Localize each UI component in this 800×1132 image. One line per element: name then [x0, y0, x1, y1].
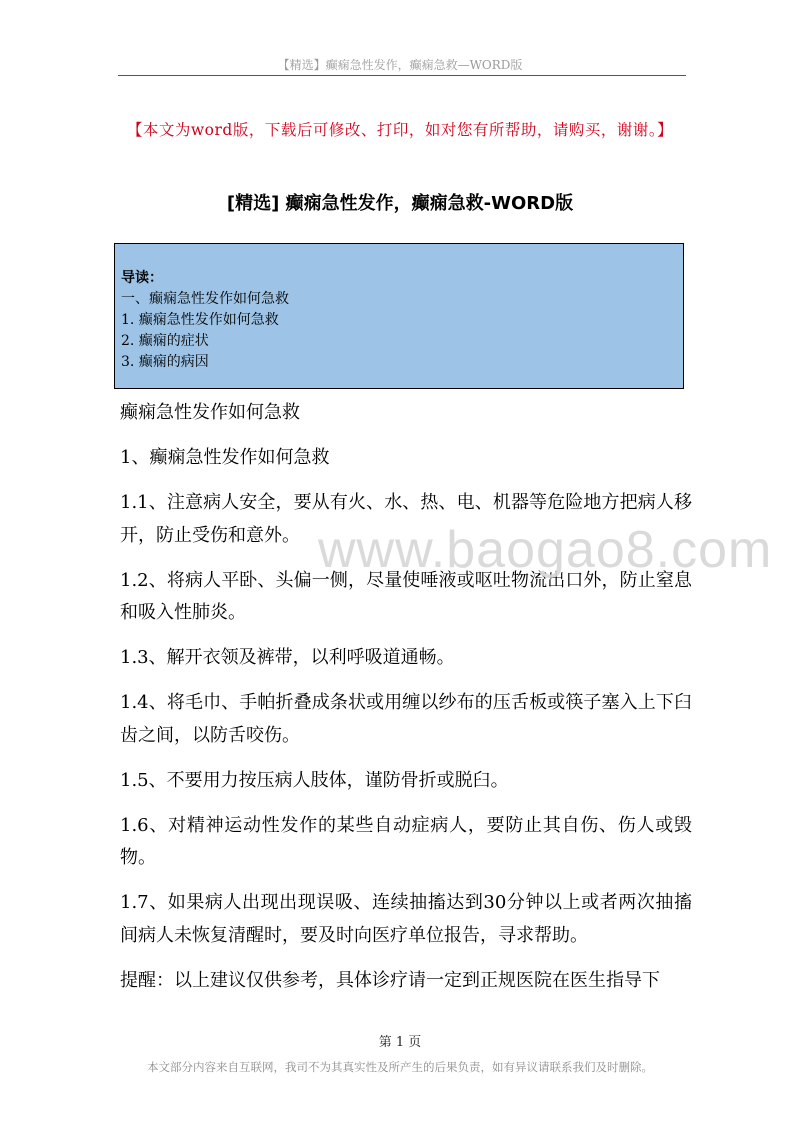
page-header: 【精选】癫痫急性发作，癫痫急救—WORD版 — [277, 58, 523, 72]
paragraph: 1.7、如果病人出现出现误吸、连续抽搐达到30分钟以上或者两次抽搐间病人未恢复清醒时，要及时向医疗单位报告，寻求帮助。 — [120, 892, 692, 946]
guide-item: 一、癫痫急性发作如何急救 — [121, 291, 289, 307]
body-content — [120, 397, 692, 1010]
page-number: 第 1 页 — [378, 1035, 422, 1050]
section-heading: 癫痫急性发作如何急救 — [120, 402, 300, 423]
paragraph: 1.2、将病人平卧、头偏一侧，尽量使唾液或呕吐物流出口外，防止窒息和吸入性肺炎。 — [120, 569, 692, 623]
guide-title: 导读： — [121, 270, 163, 286]
paragraph: 1.3、解开衣领及裤带，以利呼吸道通畅。 — [120, 647, 455, 668]
guide-item: 1. 癫痫急性发作如何急救 — [121, 312, 279, 328]
guide-item: 3. 癫痫的病因 — [121, 354, 209, 370]
paragraph: 1.1、注意病人安全，要从有火、水、热、电、机器等危险地方把病人移开，防止受伤和意外。 — [120, 492, 692, 546]
paragraph: 提醒：以上建议仅供参考，具体诊疗请一定到正规医院在医生指导下 — [120, 969, 660, 991]
paragraph: 1.6、对精神运动性发作的某些自动症病人，要防止其自伤、伤人或毁物。 — [120, 814, 692, 868]
subsection-heading: 1、癫痫急性发作如何急救 — [120, 447, 330, 468]
paragraph: 1.4、将毛巾、手帕折叠成条状或用缠以纱布的压舌板或筷子塞入上下臼齿之间，以防舌咬伤。 — [120, 692, 692, 746]
guide-box — [114, 243, 684, 389]
purchase-notice: 【本文为word版，下载后可修改、打印，如对您有所帮助，请购买，谢谢。】 — [126, 121, 674, 139]
watermark: www.baogao8.com — [318, 521, 773, 579]
header-divider — [118, 75, 686, 76]
paragraph: 1.5、不要用力按压病人肢体，谨防骨折或脱臼。 — [120, 769, 509, 791]
guide-item: 2. 癫痫的症状 — [121, 333, 209, 349]
document-title: [精选] 癫痫急性发作，癫痫急救-WORD版 — [226, 193, 574, 214]
page-footer: 本文部分内容来自互联网，我司不为其真实性及所产生的后果负责，如有异议请联系我们及时删除。 — [147, 1060, 653, 1074]
